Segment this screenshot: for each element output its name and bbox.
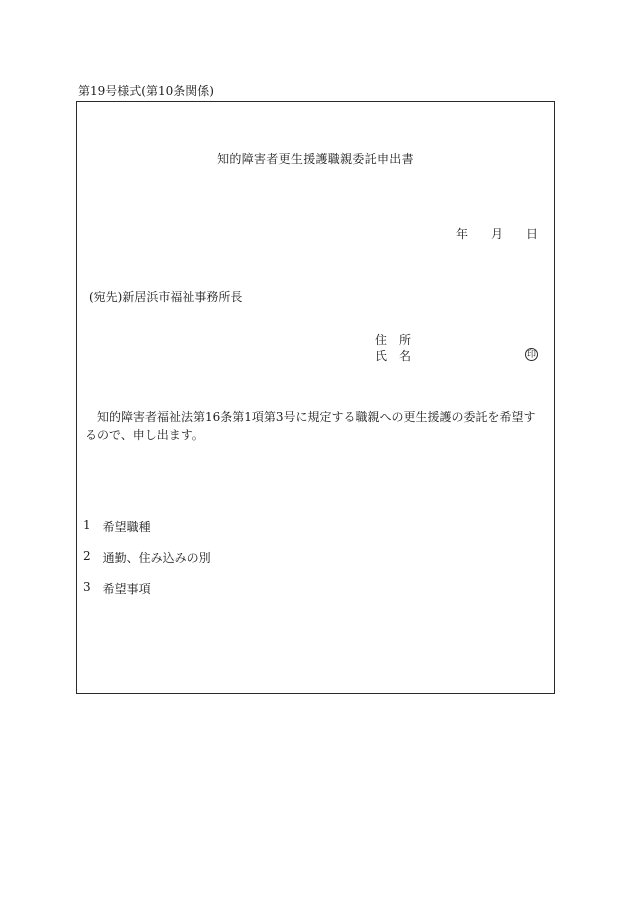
applicant-block xyxy=(375,332,411,364)
address-label-part-2: 所 xyxy=(399,333,412,347)
name-row xyxy=(375,348,411,364)
body-text: 知的障害者福祉法第16条第1項第3号に規定する職親への更生援護の委託を希望するので、申し出ます。 xyxy=(85,410,536,442)
address-row xyxy=(375,332,411,348)
list-item xyxy=(83,518,211,549)
list-item xyxy=(83,580,211,611)
name-label-part-2: 名 xyxy=(399,349,412,363)
item-label: 通勤、住み込みの別 xyxy=(102,551,211,565)
date-day-label: 日 xyxy=(525,227,538,241)
date-row xyxy=(456,225,538,242)
date-year-label: 年 xyxy=(455,227,468,241)
item-number: 1 xyxy=(83,518,91,532)
name-label-part-1: 氏 xyxy=(375,349,388,363)
item-label: 希望職種 xyxy=(102,520,151,534)
address-label-part-1: 住 xyxy=(375,333,388,347)
item-number: 2 xyxy=(83,549,91,563)
list-item xyxy=(83,549,211,580)
addressee: (宛先)新居浜市福祉事務所長 xyxy=(89,290,243,304)
date-month-label: 月 xyxy=(490,227,503,241)
item-number: 3 xyxy=(83,580,91,594)
document-title: 知的障害者更生援護職親委託申出書 xyxy=(217,152,414,166)
item-list xyxy=(83,518,211,611)
seal-icon: 印 xyxy=(526,350,536,360)
item-label: 希望事項 xyxy=(102,582,151,596)
form-frame xyxy=(76,101,555,694)
form-number-label: 第19号様式(第10条関係) xyxy=(78,84,214,98)
